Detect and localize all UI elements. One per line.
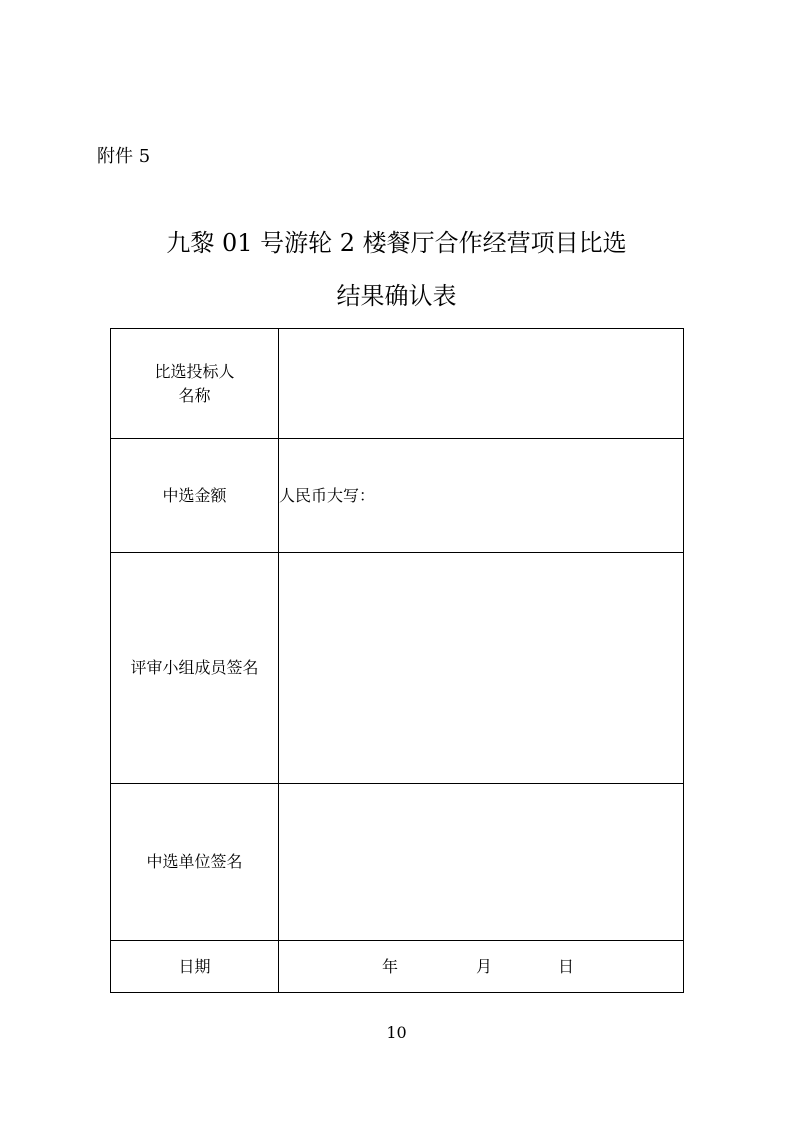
date-month-label: 月: [476, 956, 493, 976]
winning-amount-label: 中选金额: [111, 439, 279, 553]
document-title: 九黎 01 号游轮 2 楼餐厅合作经营项目比选: [166, 229, 627, 257]
winning-unit-signature-label: 中选单位签名: [111, 784, 279, 941]
winning-amount-field[interactable]: 人民币大写：: [279, 439, 684, 553]
winning-amount-row: [111, 439, 684, 553]
page-number: 10: [386, 1023, 407, 1042]
bidder-name-label: [111, 329, 279, 439]
date-parts: [279, 955, 683, 979]
date-day-label: 日: [558, 956, 575, 976]
date-field[interactable]: [279, 941, 684, 993]
bidder-name-label-line1: 比选投标人: [154, 361, 235, 381]
bidder-name-label-line2: 名称: [178, 385, 211, 405]
bidder-name-field[interactable]: [279, 329, 684, 439]
winning-unit-signature-row: [111, 784, 684, 941]
review-panel-signature-row: [111, 553, 684, 784]
document-subtitle: 结果确认表: [336, 282, 457, 310]
attachment-label: 附件 5: [97, 146, 151, 167]
confirmation-form-table: [110, 328, 684, 993]
winning-unit-signature-field[interactable]: [279, 784, 684, 941]
bidder-name-row: [111, 329, 684, 439]
date-row: [111, 941, 684, 993]
date-label: 日期: [111, 941, 279, 993]
date-year-label: 年: [382, 956, 399, 976]
review-panel-signature-field[interactable]: [279, 553, 684, 784]
review-panel-signature-label: 评审小组成员签名: [111, 553, 279, 784]
